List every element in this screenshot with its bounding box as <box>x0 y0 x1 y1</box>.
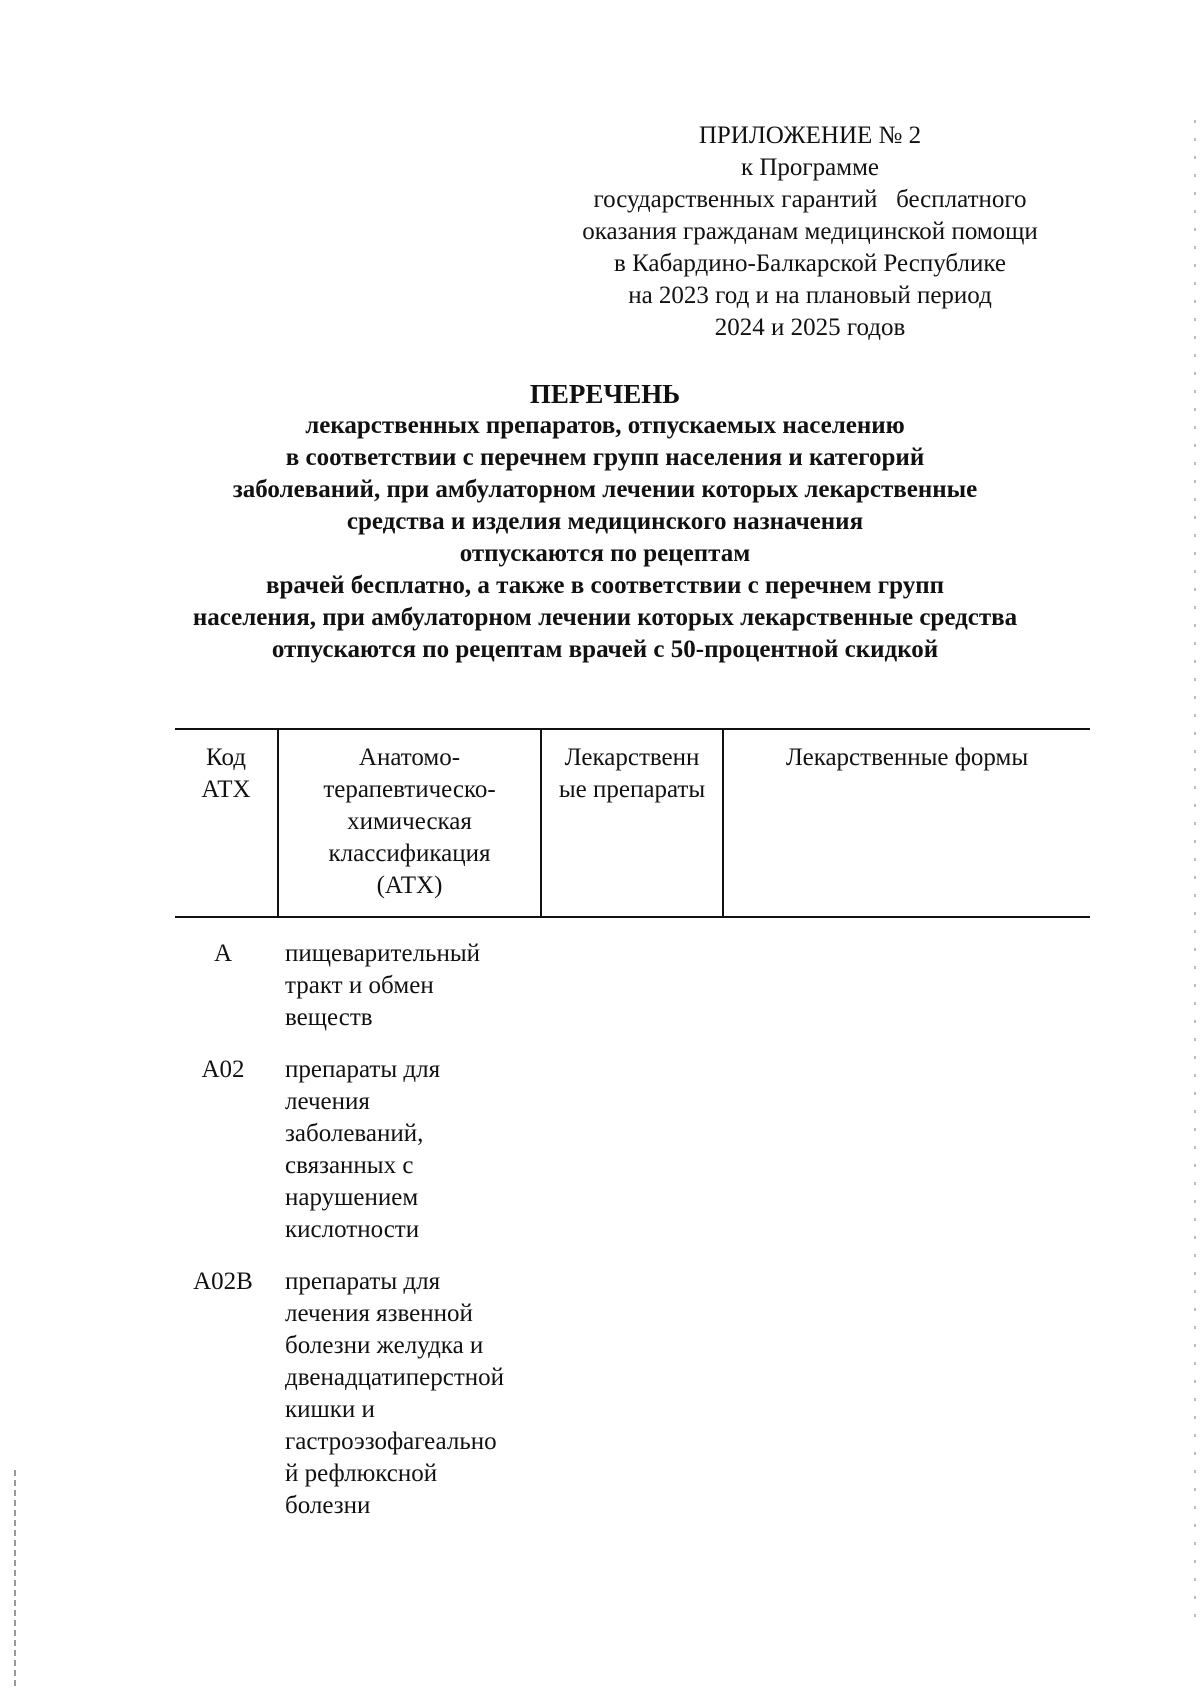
appendix-line: к Программе <box>740 154 880 181</box>
appendix-line: 2024 и 2025 годов <box>714 314 906 341</box>
scan-edge-artifact <box>1194 120 1196 1620</box>
atc-code-cell: А <box>213 940 233 967</box>
appendix-line: ПРИЛОЖЕНИЕ № 2 <box>698 122 922 149</box>
atc-name-cell <box>277 938 540 1034</box>
atc-name-line: пищеварительный <box>285 940 481 967</box>
atc-name-line: кислотности <box>285 1216 420 1243</box>
scan-edge-artifact <box>14 1470 16 1690</box>
header-text: Лекарственн <box>564 744 700 771</box>
header-text: (АТХ) <box>376 872 443 899</box>
drug-table <box>175 728 1090 1522</box>
drugs-cell <box>540 1266 722 1522</box>
atc-name-cell <box>277 1054 540 1246</box>
header-text: АТХ <box>201 776 251 803</box>
header-text: химическая <box>347 808 472 835</box>
atc-code-cell: А02 <box>201 1056 245 1083</box>
atc-name-line: веществ <box>285 1004 373 1031</box>
atc-name-line: лечения <box>285 1088 370 1115</box>
list-subtitle-line: врачей бесплатно, а также в соответствии с перечнем групп <box>265 572 945 599</box>
list-subtitle-line: отпускаются по рецептам <box>459 540 751 567</box>
atc-name-line: связанных с <box>285 1152 414 1179</box>
atc-name-line: лечения язвенной <box>285 1300 473 1327</box>
atc-name-line: препараты для <box>285 1056 441 1083</box>
forms-cell <box>722 1054 1090 1246</box>
header-dosage-forms <box>722 730 1090 916</box>
appendix-line: оказания гражданам медицинской помощи <box>582 218 1038 245</box>
list-subtitle-line: отпускаются по рецептам врачей с 50-процентной скидкой <box>271 636 939 663</box>
atc-name-line: кишки и <box>285 1396 375 1423</box>
atc-name-cell <box>277 1266 540 1522</box>
header-atc-code <box>175 730 277 916</box>
appendix-line: в Кабардино-Балкарской Республике <box>614 250 1006 277</box>
header-drugs <box>540 730 722 916</box>
atc-name-line: заболеваний, <box>285 1120 424 1147</box>
list-subtitle-line: заболеваний, при амбулаторном лечении которых лекарственные <box>232 476 978 503</box>
drugs-cell <box>540 1054 722 1246</box>
header-text: Лекарственные формы <box>785 744 1029 771</box>
list-subtitle-line: средства и изделия медицинского назначения <box>346 508 864 535</box>
atc-name-line: й рефлюксной <box>285 1460 438 1487</box>
list-subtitle-line: лекарственных препаратов, отпускаемых населению <box>305 412 905 439</box>
list-subtitle-line: населения, при амбулаторном лечении которых лекарственные средства <box>192 604 1018 631</box>
atc-name-line: болезни желудка и <box>285 1332 484 1359</box>
atc-name-line: двенадцатиперстной <box>285 1364 505 1391</box>
header-text: Код <box>206 744 246 771</box>
atc-name-line: тракт и обмен <box>285 972 434 999</box>
list-title: ПЕРЕЧЕНЬ <box>529 379 681 409</box>
appendix-line: на 2023 год и на плановый период <box>628 282 992 309</box>
table-row <box>175 938 1090 1034</box>
appendix-header <box>530 120 1090 344</box>
header-text: терапевтическо- <box>323 776 496 803</box>
header-text: классификация <box>328 840 491 867</box>
forms-cell <box>722 1266 1090 1522</box>
atc-name-line: гастроэзофагеально <box>285 1428 497 1455</box>
header-atc-classification <box>277 730 540 916</box>
atc-name-line: болезни <box>285 1492 371 1519</box>
table-row <box>175 1054 1090 1246</box>
forms-cell <box>722 938 1090 1034</box>
header-text: Анатомо- <box>358 744 461 771</box>
drugs-cell <box>540 938 722 1034</box>
header-text: ые препараты <box>558 776 706 803</box>
table-header-row <box>175 728 1090 918</box>
list-heading <box>150 378 1060 666</box>
atc-name-line: нарушением <box>285 1184 419 1211</box>
table-row <box>175 1266 1090 1522</box>
atc-name-line: препараты для <box>285 1268 441 1295</box>
list-subtitle-line: в соответствии с перечнем групп населения и категорий <box>285 444 925 471</box>
appendix-line: государственных гарантий бесплатного <box>593 186 1027 213</box>
atc-code-cell: А02В <box>193 1268 253 1295</box>
